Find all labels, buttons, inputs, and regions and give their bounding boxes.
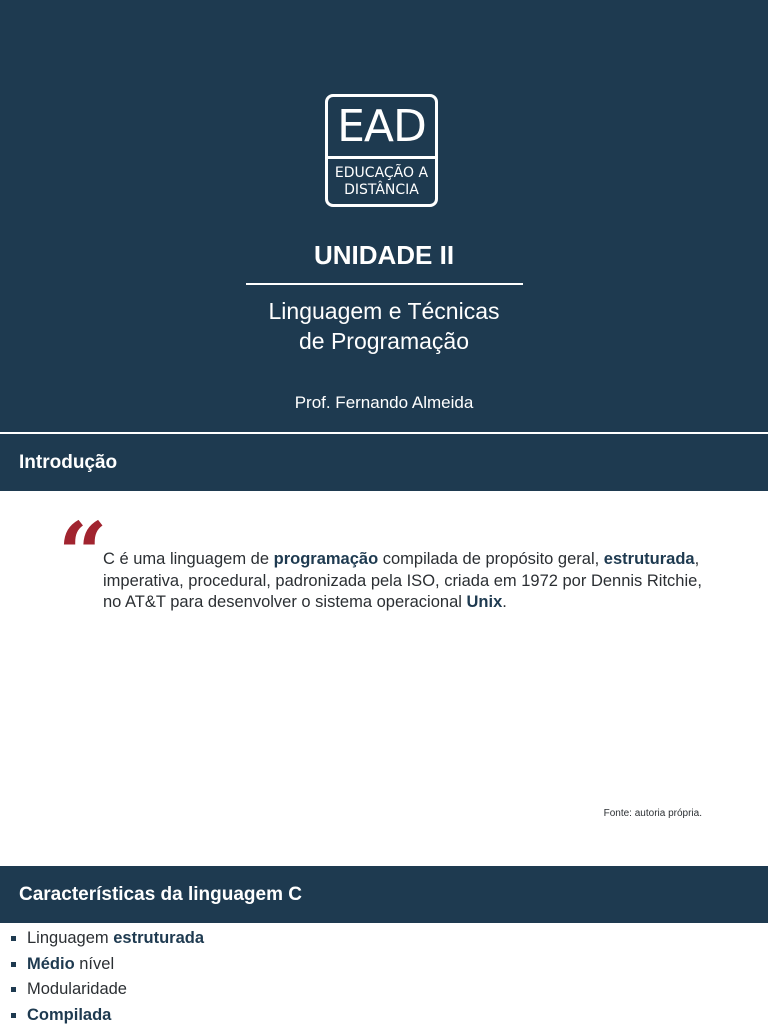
list-item-text: Linguagem (27, 929, 114, 947)
list-item-bold: Médio (27, 954, 75, 973)
logo-divider (328, 156, 435, 159)
subtitle-line-1: Linguagem e Técnicas (268, 298, 500, 324)
list-item-bold: estruturada (113, 929, 205, 947)
list-item (10, 979, 204, 1005)
list-item (10, 954, 204, 980)
title-divider (246, 283, 523, 285)
logo-subtitle-line-1: EDUCAÇÃO A (334, 165, 429, 181)
logo-main-text: EAD (337, 101, 426, 152)
logo-subtitle (328, 165, 435, 199)
quote-mark-icon: “ (58, 504, 108, 605)
intro-quote (103, 549, 703, 614)
intro-header: Introdução (0, 434, 768, 491)
ead-logo (325, 94, 438, 207)
quote-text-1: C é uma linguagem de (103, 550, 274, 568)
cover-slide (0, 0, 768, 432)
quote-text-3: , imperativa, procedural, padronizada pela ISO, criada em 1972 por Dennis Ritchie, no AT&T para desenvolver o sistema operacional (103, 550, 702, 611)
characteristics-list (10, 928, 204, 1024)
list-item (10, 1005, 204, 1024)
subtitle-line-2: de Programação (298, 328, 470, 354)
course-subtitle (0, 296, 768, 356)
list-item-text: Modularidade (27, 980, 127, 998)
quote-bold-unix: Unix (466, 593, 503, 611)
quote-text-2: compilada de propósito geral, (378, 550, 604, 568)
list-item-suffix: nível (74, 954, 115, 973)
source-caption: Fonte: autoria própria. (603, 808, 702, 819)
logo-subtitle-line-2: DISTÂNCIA (344, 182, 419, 198)
author-name: Prof. Fernando Almeida (294, 393, 474, 412)
characteristics-header: Características da linguagem C (0, 866, 768, 923)
list-item-bold: Compilada (27, 1005, 112, 1024)
quote-bold-estruturada: estruturada (603, 550, 695, 568)
quote-bold-programacao: programação (273, 550, 379, 568)
quote-text-4: . (502, 593, 507, 611)
list-item (10, 928, 204, 954)
unit-title: UNIDADE II (313, 240, 455, 270)
